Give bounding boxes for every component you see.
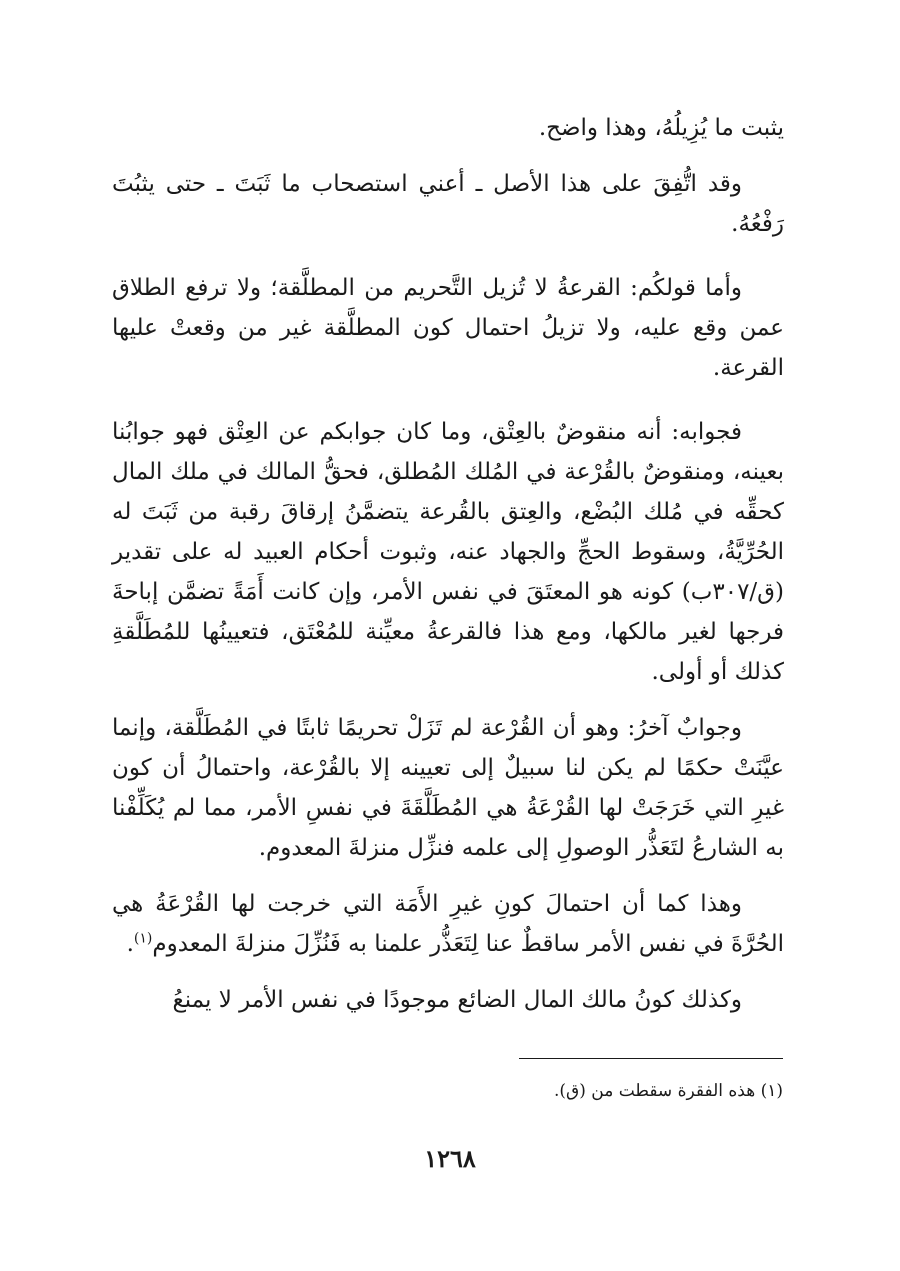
paragraph-3: وأما قولكُم: القرعةُ لا تُزيل التَّحريم من المطلَّقة؛ ولا ترفع الطلاق عمن وقع عليه، ولا تزيلُ احتمال كون المطلَّقة غير من وقعتْ عليها القرعة. bbox=[112, 275, 784, 381]
page-number: ١٢٦٨ bbox=[424, 1144, 476, 1173]
paragraph-1: يثبت ما يُزِيلُهُ، وهذا واضح. bbox=[538, 115, 784, 141]
paragraph-6-tail: . bbox=[126, 931, 134, 957]
footnote-divider bbox=[519, 1058, 783, 1059]
footnote: (١) هذه الفقرة سقطت من (ق). bbox=[553, 1081, 783, 1101]
paragraph-4: فجوابه: أنه منقوضٌ بالعِتْق، وما كان جوابكم عن العِتْق فهو جوابُنا بعينه، ومنقوضٌ بالقُرْعة في المُلك المُطلق، فحقُّ المالك في ملك المال كحقِّه في مُلك البُضْع، والعِتق بالقُرعة يتضمَّنُ إرقاقَ رقبة من ثَبَتَ له الحُرِّيَّةُ، وسقوط الحجِّ والجهاد عنه، وثبوت أحكام العبيد له على تقدير (ق/٣٠٧ب) كونه هو المعتَقَ في نفس الأمر، وإن كانت أَمَةً تضمَّن إباحةَ فرجها لغير مالكها، ومع هذا فالقرعةُ معيِّنة للمُعْتَق، فتعيينُها للمُطَلَّقةِ كذلك أو أولى. bbox=[112, 419, 784, 685]
paragraph-6-text: وهذا كما أن احتمالَ كونِ غيرِ الأَمَة التي خرجت لها القُرْعَةُ هي الحُرَّةَ في نفس الأمر ساقطٌ عنا لِتَعَذُّر علمنا به فَنُزِّلَ منزلةَ المعدوم bbox=[112, 891, 784, 957]
paragraph-5: وجوابٌ آخرُ: وهو أن القُرْعة لم تَزَلْ تحريمًا ثابتًا في المُطَلَّقة، وإنما عيَّنَتْ حكمًا لم يكن لنا سبيلٌ إلى تعيينه إلا بالقُرْعة، واحتمالُ أن كون غيرِ التي خَرَجَتْ لها القُرْعَةُ هي المُطَلَّقَةَ في نفسِ الأمر، مما لم يُكَلِّفْنا به الشارعُ لتَعَذُّر الوصولِ إلى علمه فنزِّل منزلةَ المعدوم. bbox=[112, 715, 784, 861]
paragraph-7: وكذلك كونُ مالك المال الضائع موجودًا في نفس الأمر لا يمنعُ bbox=[172, 987, 742, 1013]
paragraph-6 bbox=[112, 884, 784, 964]
page-body bbox=[112, 108, 784, 1020]
footnote-marker: (١) bbox=[133, 930, 153, 947]
paragraph-2: وقد اتُّفِقَ على هذا الأصل ـ أعني استصحاب ما ثَبَتَ ـ حتى يثبُتَ رَفْعُهُ. bbox=[112, 171, 784, 237]
